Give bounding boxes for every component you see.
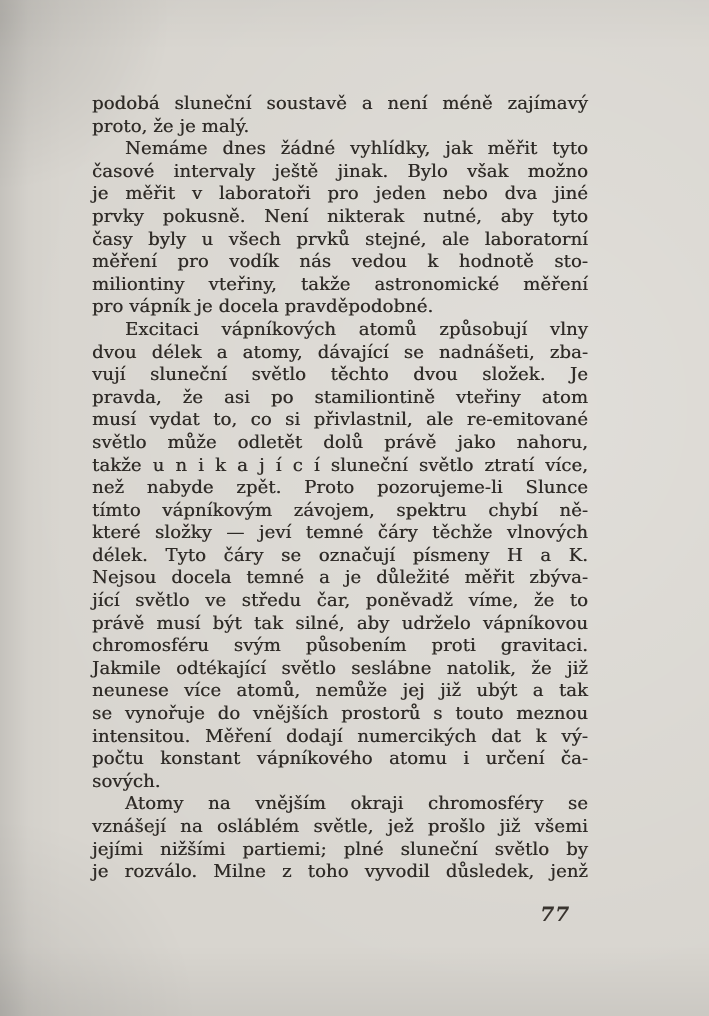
text-line: právě musí být tak silné, aby udrželo vápníkovou [92, 612, 588, 634]
text-line: je měřit v laboratoři pro jeden nebo dva jiné [92, 183, 588, 205]
text-line: časové intervaly ještě jinak. Bylo však možno [92, 160, 588, 182]
text-line: prvky pokusně. Není nikterak nutné, aby tyto [92, 205, 588, 227]
text-line: počtu konstant vápníkového atomu i určení ča- [92, 748, 588, 770]
page-number: 77 [540, 902, 570, 926]
text-line: vují sluneční světlo těchto dvou složek. Je [92, 364, 588, 386]
text-line: které složky — jeví temné čáry těchže vlnových [92, 522, 588, 544]
text-block [92, 93, 588, 884]
text-line: vznášejí na osláblém světle, jež prošlo již všemi [92, 816, 588, 837]
text-line: Nemáme dnes žádné vyhlídky, jak měřit tyto [125, 138, 588, 160]
text-line: pro vápník je docela pravděpodobné. [92, 296, 434, 318]
text-line: proto, že je malý. [92, 115, 250, 137]
text-line: časy byly u všech prvků stejné, ale laboratorní [92, 228, 588, 250]
text-line: podobá sluneční soustavě a není méně zajímavý [92, 93, 588, 114]
text-line: je rozválo. Milne z toho vyvodil důsledek, jenž [92, 861, 588, 883]
text-line: intensitou. Měření dodají numercikých dat k vý- [92, 725, 588, 747]
text-line: musí vydat to, co si přivlastnil, ale re-emitované [92, 409, 588, 431]
text-line: délek. Tyto čáry se označují písmeny H a K. [92, 544, 588, 566]
text-line: jejími nižšími partiemi; plné sluneční světlo by [92, 838, 588, 860]
text-line: Nejsou docela temné a je důležité měřit zbýva- [92, 567, 588, 589]
text-line: chromosféru svým působením proti gravitaci. [92, 635, 588, 657]
text-line: pravda, že asi po stamiliontině vteřiny atom [92, 386, 588, 408]
text-line: se vynořuje do vnějších prostorů s touto meznou [92, 703, 588, 725]
text-line: takže u n i k a j í c í sluneční světlo ztratí více, [92, 454, 588, 476]
text-line: miliontiny vteřiny, takže astronomické měření [92, 273, 588, 295]
text-line: sových. [92, 770, 161, 792]
text-line: neunese více atomů, nemůže jej již ubýt a tak [92, 680, 588, 702]
text-line: tímto vápníkovým závojem, spektru chybí ně- [92, 499, 588, 521]
text-line: měření pro vodík nás vedou k hodnotě sto- [92, 251, 588, 273]
text-line: Atomy na vnějším okraji chromosféry se [125, 793, 588, 815]
text-line: Jakmile odtékající světlo seslábne natolik, že již [92, 657, 588, 679]
text-line: světlo může odletět dolů právě jako nahoru, [92, 431, 588, 453]
text-line: dvou délek a atomy, dávající se nadnášeti, zba- [92, 341, 588, 363]
text-line: než nabyde zpět. Proto pozorujeme-li Slunce [92, 477, 588, 499]
text-line: jící světlo ve středu čar, poněvadž víme, že to [92, 590, 588, 612]
text-line: Excitaci vápníkových atomů způsobují vlny [125, 318, 588, 340]
